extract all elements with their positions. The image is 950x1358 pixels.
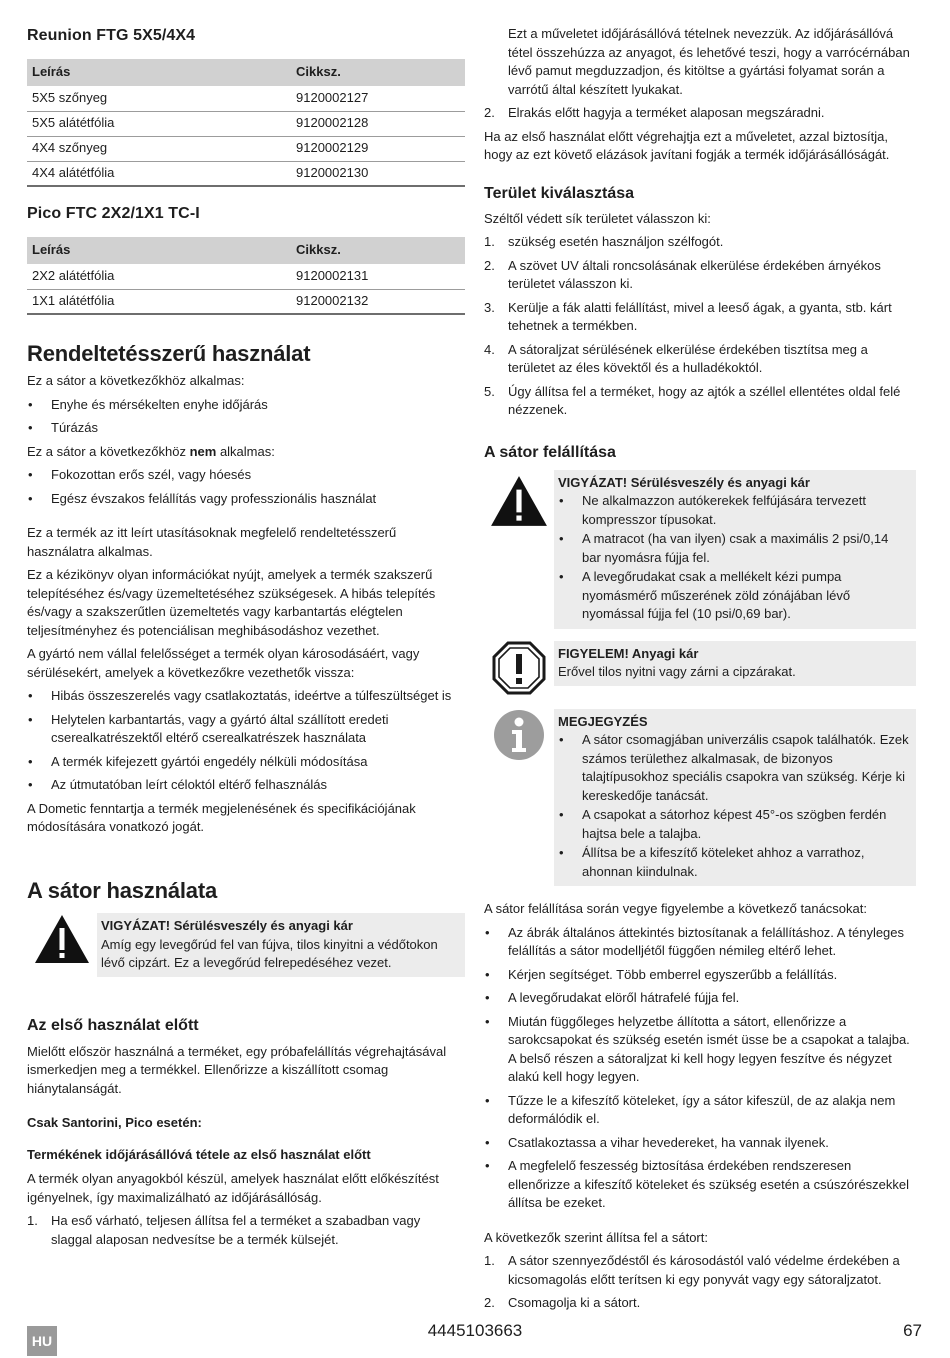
suitable-list <box>27 396 465 438</box>
list-item <box>484 257 916 294</box>
table-row <box>27 161 465 186</box>
paragraph: Mielőtt először használná a terméket, egy próbafelállítás végrehajtásával ismerkedjen meg a termékkel. Ellenőrizze a kiszállított csomag hiánytalanságát. <box>27 1043 447 1096</box>
list-item <box>484 1252 916 1289</box>
note-title: MEGJEGYZÉS <box>558 713 648 729</box>
paragraph: A Dometic fenntartja a termék megjelenésének és specifikációjának módosítására vonatkozó jogát. <box>27 800 416 834</box>
page-number: 67 <box>903 1321 922 1340</box>
weatherproof-steps-cont <box>484 104 916 123</box>
suitable-intro: Ez a sátor a következőkhöz alkalmas: <box>27 373 245 388</box>
paragraph: Ez a kézikönyv olyan információkat nyújt, amelyek a termék szakszerű telepítéséhez és/vagy üzemeltetéséhez szükségesek. A hibás telepítés és/vagy a szakszerűtlen üzemeltetés vagy karbantartás elégtelen teljesítményhez és potenciálisan meghibásodáshoz vezethet. <box>27 567 436 638</box>
attention-notice <box>484 641 916 695</box>
list-item: • A levegőrudakat elöről hátrafelé fújja fel. <box>484 989 916 1008</box>
santorini-heading: Csak Santorini, Pico esetén: <box>27 1115 202 1130</box>
list-item: • Hibás összeszerelés vagy csatlakoztatás, ideértve a túlfeszültséget is <box>27 687 465 706</box>
step-number: 2. <box>484 105 495 120</box>
table-row <box>27 289 465 314</box>
right-content <box>484 25 916 1318</box>
unsuitable-intro-bold: nem <box>189 443 217 459</box>
notice-octagon-icon <box>484 641 554 695</box>
step-text: A sátor szennyeződéstől és károsodástól való védelme érdekében a kicsomagolás előtt terítsen ki egy ponyvát vagy egy sátoraljzatot. <box>508 1253 900 1287</box>
table-header-row <box>27 237 465 264</box>
step-number: 1. <box>484 234 495 249</box>
subsection-heading-first-use: Az első használat előtt <box>27 1016 199 1034</box>
list-item: • Túrázás <box>27 419 465 438</box>
list-item <box>484 104 916 123</box>
step-text: Elrakás előtt hagyja a terméket alaposan megszáradni. <box>508 105 825 120</box>
list-item <box>484 1294 916 1313</box>
caution-list <box>558 492 910 624</box>
step-number: 2. <box>484 257 495 273</box>
tent-use-section <box>27 877 465 1254</box>
unsuitable-intro-post: alkalmas: <box>216 443 275 459</box>
warning-box <box>97 913 465 977</box>
list-item <box>484 383 916 420</box>
cell-part-no: 9120002127 <box>291 86 465 111</box>
col-header-part-no: Cikksz. <box>291 59 465 86</box>
list-item <box>484 299 916 336</box>
list-item: • Tűzze le a kifeszítő köteleket, így a sátor kifeszül, de az alakja nem deformálódik el. <box>484 1092 916 1129</box>
section-heading-intended-use: Rendeltetésszerű használat <box>27 341 311 366</box>
cell-part-no: 9120002128 <box>291 111 465 136</box>
step-number: 3. <box>484 299 495 315</box>
list-item: • Fokozottan erős szél, vagy hóesés <box>27 466 465 485</box>
info-circle-icon <box>484 709 554 761</box>
tips-list <box>484 924 916 1213</box>
parts-table-pico <box>27 237 465 315</box>
step-number: 2. <box>484 1295 495 1310</box>
cell-part-no: 9120002132 <box>291 289 465 314</box>
list-item: • Az útmutatóban leírt céloktól eltérő felhasználás <box>27 776 465 795</box>
paragraph: Ezt a műveletet időjárásállóvá tételnek nevezzük. Az időjárásállóvá tétel összehúzza az anyagot, és lehetővé teszi, hogy a varrócérnában lévő pamut megduzzadjon, és kitöltse a gyártási folyamat során a varrótű által készített lyukakat. <box>508 26 910 97</box>
caution-title: VIGYÁZAT! Sérülésveszély és anyagi kár <box>558 474 810 490</box>
cell-description: 5X5 alátétfólia <box>27 111 291 136</box>
paragraph: Ez a termék az itt leírt utasításoknak megfelelő rendeltetésszerű használatra alkalmas. <box>27 525 397 559</box>
parts-table-reunion <box>27 59 465 187</box>
step-number: 5. <box>484 383 495 399</box>
list-item: • Kérjen segítséget. Több emberrel egyszerűbb a felállítás. <box>484 966 916 985</box>
list-item: • Csatlakoztassa a vihar hevedereket, ha vannak ilyenek. <box>484 1134 916 1153</box>
unsuitable-intro <box>27 443 465 462</box>
language-badge: HU <box>27 1326 57 1356</box>
step-text: Csomagolja ki a sátort. <box>508 1295 641 1310</box>
step-text: szükség esetén használjon szélfogót. <box>508 234 724 249</box>
paragraph: Széltől védett sík területet válasszon ki: <box>484 210 711 226</box>
list-item: • Egész évszakos felállítás vagy professzionális használat <box>27 490 465 509</box>
paragraph: A következők szerint állítsa fel a sátort: <box>484 1229 708 1245</box>
cell-description: 2X2 alátétfólia <box>27 264 291 289</box>
caution-notice <box>484 470 916 629</box>
list-item: • Enyhe és mérsékelten enyhe időjárás <box>27 396 465 415</box>
table-row <box>27 111 465 136</box>
area-steps <box>484 233 916 420</box>
paragraph: A sátor felállítása során vegye figyelembe a következő tanácsokat: <box>484 901 867 916</box>
table-header-row <box>27 59 465 86</box>
list-item: • A csapokat a sátorhoz képest 45°-os szögben ferdén hajtsa bele a talajba. <box>558 806 910 843</box>
attention-box <box>554 641 916 686</box>
cell-description: 1X1 alátétfólia <box>27 289 291 314</box>
list-item: • A megfelelő feszesség biztosítása érdekében rendszeresen ellenőrizze a kifeszítő köteleket és szükség esetén a csúszórészekkel állítsa be ezeket. <box>484 1157 916 1213</box>
paragraph: A gyártó nem vállal felelősséget a termék olyan károsodásáért, vagy sérülésekért, amelyek a következőkre vezethetők vissza: <box>27 646 420 680</box>
list-item: • Az ábrák általános áttekintés biztosítanak a felállításhoz. A tényleges felállítás a sátor modelljétől függően némileg eltérő lehet. <box>484 924 916 961</box>
step-text: Kerülje a fák alatti felállítást, mivel a leeső ágak, a gyanta, stb. kárt tehetnek a termékben. <box>508 299 892 333</box>
list-item: • Helytelen karbantartás, vagy a gyártó által szállított eredeti cserealkatrészektől eltérő cserealkatrészek használata <box>27 711 465 748</box>
subsection-heading-setup: A sátor felállítása <box>484 443 616 461</box>
paragraph: Ha az első használat előtt végrehajtja ezt a műveletet, azzal biztosítja, hogy az ezt követő elázások javítani fogják a termék időjárásállóságát. <box>484 128 890 162</box>
col-header-description: Leírás <box>27 59 291 86</box>
intended-use-section <box>27 340 465 842</box>
warning-triangle-icon <box>27 913 97 965</box>
paragraph: A termék olyan anyagokból készül, amelyek használat előtt előkészítést igényelnek, így maximalizálható az időjárásállóság. <box>27 1171 439 1205</box>
col-header-description: Leírás <box>27 237 291 264</box>
step-number: 1. <box>484 1253 495 1268</box>
list-item: • A termék kifejezett gyártói engedély nélküli módosítása <box>27 753 465 772</box>
col-header-part-no: Cikksz. <box>291 237 465 264</box>
warning-title: VIGYÁZAT! Sérülésveszély és anyagi kár <box>101 918 353 933</box>
step-text: Ha eső várható, teljesen állítsa fel a terméket a szabadban vagy slaggal alaposan nedvesítse be a termék külsejét. <box>51 1213 421 1247</box>
list-item: • Állítsa be a kifeszítő köteleket ahhoz a varrathoz, ahonnan kiindulnak. <box>558 844 910 881</box>
setup-steps <box>484 1252 916 1313</box>
document-number: 4445103663 <box>427 1321 523 1340</box>
step-text: Úgy állítsa fel a terméket, hogy az ajtók a széllel ellentétes oldal felé nézzenek. <box>508 383 901 417</box>
cell-description: 4X4 szőnyeg <box>27 136 291 161</box>
attention-text: Erővel tilos nyitni vagy zárni a cipzárakat. <box>558 664 796 679</box>
weatherproof-heading: Termékének időjárásállóvá tétele az első használat előtt <box>27 1147 371 1162</box>
table-row <box>27 136 465 161</box>
unsuitable-list <box>27 466 465 508</box>
subsection-heading-area: Terület kiválasztása <box>484 184 635 202</box>
warning-text: Amíg egy levegőrúd fel van fújva, tilos kinyitni a védőtokon lévő cipzárt. Ez a levegőrúd felrepedéséhez vezet. <box>101 936 438 970</box>
table-row <box>27 86 465 111</box>
cell-part-no: 9120002131 <box>291 264 465 289</box>
cell-description: 4X4 alátétfólia <box>27 161 291 186</box>
list-item: • A matracot (ha van ilyen) csak a maximális 2 psi/0,14 bar nyomásra fújja fel. <box>558 530 910 567</box>
list-item <box>27 1212 465 1249</box>
list-item <box>484 341 916 378</box>
step-number: 4. <box>484 341 495 357</box>
note-box <box>554 709 916 887</box>
step-text: A sátoraljzat sérülésének elkerülése érdekében tisztítsa meg a területet az éles kövektől és a hulladékoktól. <box>508 341 868 375</box>
step-text: A szövet UV általi roncsolásának elkerülése érdekében árnyékos területet válasszon ki. <box>508 257 881 291</box>
caution-box <box>554 470 916 629</box>
list-item: • A levegőrudakat csak a mellékelt kézi pumpa nyomásmérő műszerének zöld zónájában lévő nyomással fújja fel (10 psi/0,69 bar). <box>558 568 910 624</box>
weatherproof-steps <box>27 1212 465 1249</box>
note-list <box>558 731 910 881</box>
step-number: 1. <box>27 1213 38 1228</box>
table-row <box>27 264 465 289</box>
section-heading-tent-use: A sátor használata <box>27 878 217 903</box>
table-title-pico: Pico FTC 2X2/1X1 TC-I <box>27 205 200 222</box>
warning-triangle-icon <box>484 470 554 528</box>
table-title-reunion: Reunion FTG 5X5/4X4 <box>27 27 196 44</box>
warning-notice <box>27 913 465 977</box>
note-notice <box>484 709 916 887</box>
unsuitable-intro-pre: Ez a sátor a következőkhöz <box>27 443 190 459</box>
list-item: • A sátor csomagjában univerzális csapok találhatók. Ezek számos területhez alkalmasak, de bizonyos talajtípusokhoz speciális csapokra van szükség. Kérje ki kereskedője tanácsát. <box>558 731 910 805</box>
causes-list <box>27 687 465 795</box>
cell-description: 5X5 szőnyeg <box>27 86 291 111</box>
list-item <box>484 233 916 252</box>
attention-title: FIGYELEM! Anyagi kár <box>558 645 699 661</box>
list-item: • Ne alkalmazzon autókerekek felfújására tervezett kompresszor típusokat. <box>558 492 910 529</box>
cell-part-no: 9120002129 <box>291 136 465 161</box>
list-item: • Miután függőleges helyzetbe állította a sátort, ellenőrizze a sarokcsapokat és szükség esetén ismét üsse be a csapokat a talajba. A belső részen a sátoraljzat ki kell hogy legyen feszítve és négyzet alakú kell hogy legyen. <box>484 1013 916 1087</box>
cell-part-no: 9120002130 <box>291 161 465 186</box>
